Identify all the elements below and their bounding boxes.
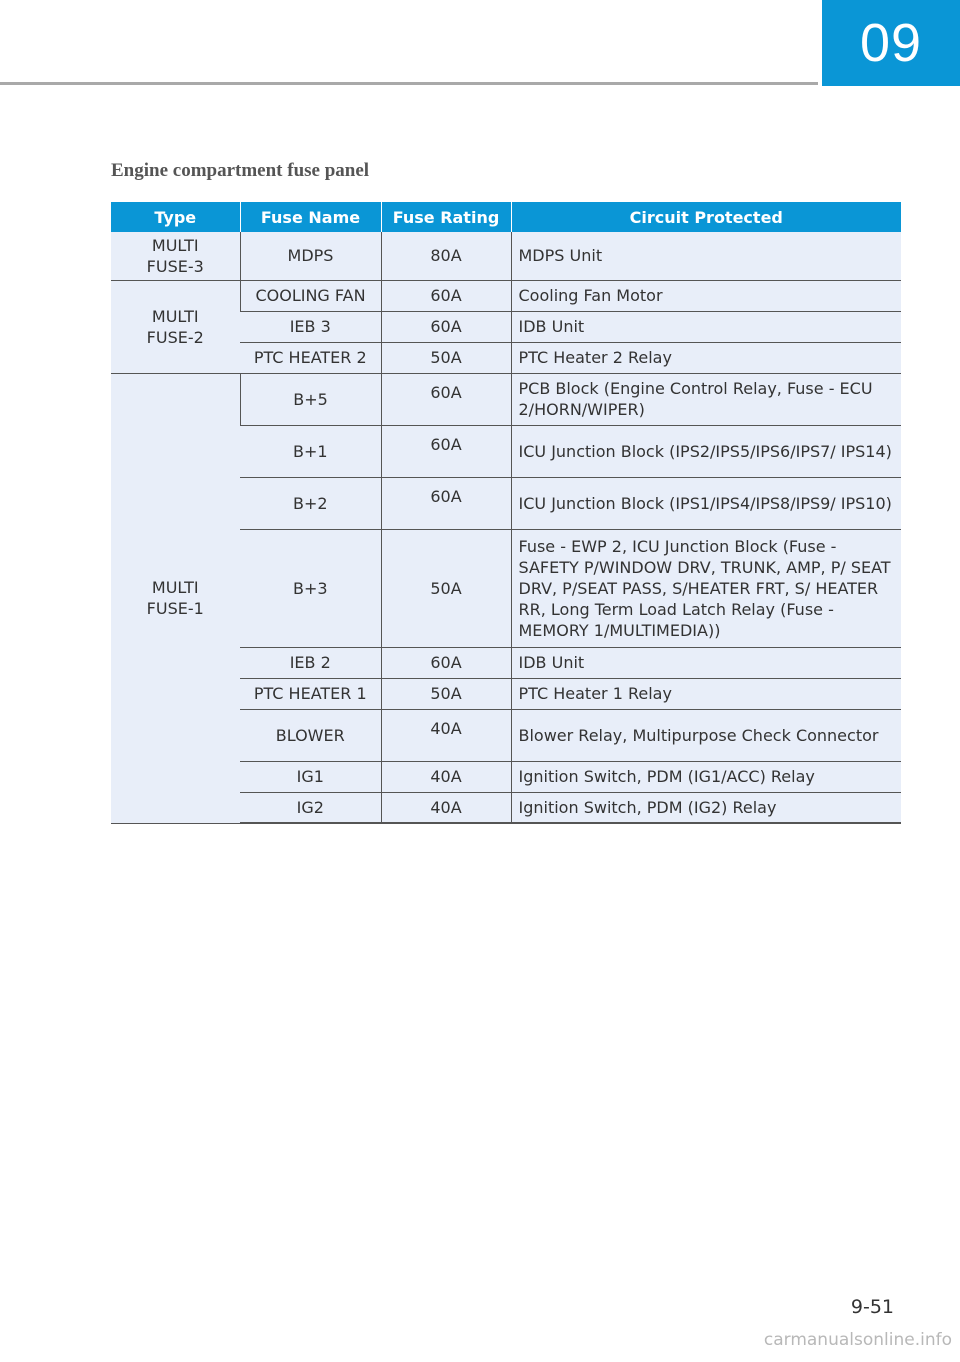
header-fuse-rating: Fuse Rating [381,202,511,232]
header-rule [0,82,818,85]
circuit-cell: Blower Relay, Multipurpose Check Connector [511,709,901,761]
fuse-name-cell: IG2 [240,792,381,823]
fuse-name-cell: IG1 [240,761,381,792]
table-row [111,232,901,280]
fuse-name-cell: B+2 [240,477,381,529]
circuit-cell: ICU Junction Block (IPS1/IPS4/IPS8/IPS9/ IPS10) [511,477,901,529]
fuse-name-cell: IEB 3 [240,311,381,342]
fuse-rating-cell: 60A [381,280,511,311]
fuse-name-cell: PTC HEATER 1 [240,678,381,709]
fuse-rating-cell: 60A [381,373,511,425]
fuse-rating-cell: 60A [381,477,511,529]
fuse-rating-cell: 80A [381,232,511,280]
table-header-row [111,202,901,232]
fuse-table [111,202,901,824]
header-fuse-name: Fuse Name [240,202,381,232]
fuse-rating-cell: 50A [381,678,511,709]
watermark: carmanualsonline.info [763,1330,952,1350]
fuse-name-cell: PTC HEATER 2 [240,342,381,373]
fuse-rating-cell: 60A [381,647,511,678]
circuit-cell: PCB Block (Engine Control Relay, Fuse - ECU 2/HORN/WIPER) [511,373,901,425]
header-type: Type [111,202,240,232]
type-cell: MULTI FUSE-3 [111,232,240,280]
fuse-rating-cell: 60A [381,311,511,342]
fuse-name-cell: MDPS [240,232,381,280]
fuse-name-cell: BLOWER [240,709,381,761]
header-circuit-protected: Circuit Protected [511,202,901,232]
circuit-cell: Cooling Fan Motor [511,280,901,311]
circuit-cell: PTC Heater 2 Relay [511,342,901,373]
fuse-rating-cell: 50A [381,342,511,373]
circuit-cell: Ignition Switch, PDM (IG1/ACC) Relay [511,761,901,792]
type-cell: MULTI FUSE-2 [111,280,240,373]
fuse-name-cell: B+3 [240,529,381,647]
type-cell: MULTI FUSE-1 [111,373,240,823]
circuit-cell: Ignition Switch, PDM (IG2) Relay [511,792,901,823]
fuse-rating-cell: 40A [381,761,511,792]
fuse-rating-cell: 60A [381,425,511,477]
fuse-rating-cell: 50A [381,529,511,647]
fuse-name-cell: COOLING FAN [240,280,381,311]
circuit-cell: IDB Unit [511,311,901,342]
table-row [111,373,901,425]
chapter-tab: 09 [822,0,960,86]
fuse-rating-cell: 40A [381,792,511,823]
fuse-name-cell: IEB 2 [240,647,381,678]
fuse-rating-cell: 40A [381,709,511,761]
table-row [111,280,901,311]
circuit-cell: Fuse - EWP 2, ICU Junction Block (Fuse - SAFETY P/WINDOW DRV, TRUNK, AMP, P/ SEAT DRV, P/SEAT PASS, S/HEATER FRT, S/ HEATER RR, Long Term Load Latch Relay (Fuse - MEMORY 1/MULTIMEDIA)) [511,529,901,647]
section-title: Engine compartment fuse panel [111,160,370,181]
page-number: 9-51 [850,1296,894,1318]
circuit-cell: ICU Junction Block (IPS2/IPS5/IPS6/IPS7/ IPS14) [511,425,901,477]
circuit-cell: MDPS Unit [511,232,901,280]
fuse-name-cell: B+1 [240,425,381,477]
circuit-cell: IDB Unit [511,647,901,678]
circuit-cell: PTC Heater 1 Relay [511,678,901,709]
fuse-name-cell: B+5 [240,373,381,425]
